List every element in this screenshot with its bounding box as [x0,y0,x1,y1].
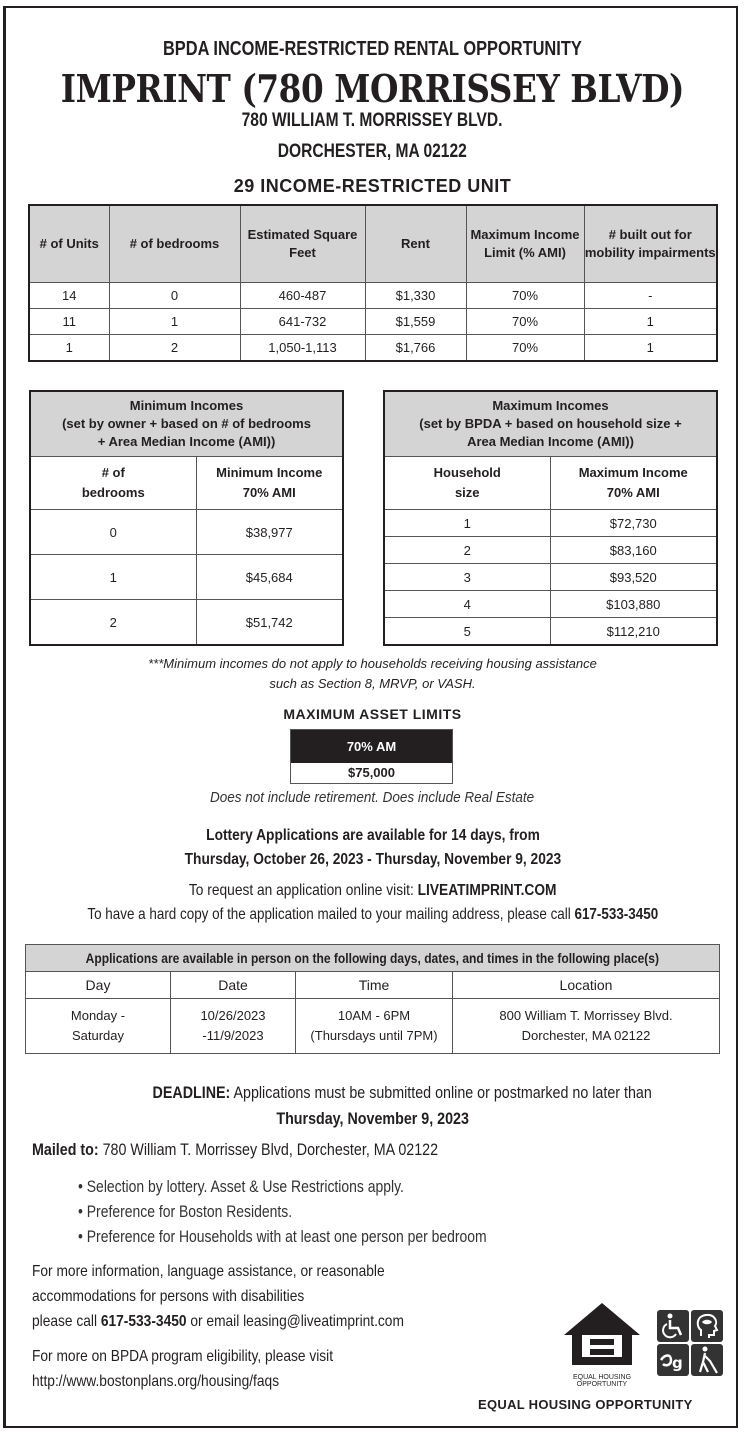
minimum-incomes-caption: Minimum Incomes (set by owner + based on # of bedrooms + Area Median Income (AMI)) [30,391,343,457]
unit-count-heading: 29 INCOME-RESTRICTED UNIT [233,176,512,196]
table-row: 11 1 641-732 $1,559 70% 1 [29,309,717,335]
mailing-address: Mailed to: 780 William T. Morrissey Blvd, Dorchester, MA 02122 [32,1140,439,1159]
deadline: DEADLINE: Applications must be submitted online or postmarked no later than Thursday, November 9, 2023 [152,1083,653,1128]
maximum-incomes-caption: Maximum Incomes (set by BPDA + based on household size + Area Median Income (AMI)) [384,391,717,457]
table-row: Monday - Saturday 10/26/2023 -11/9/2023 10AM - 6PM (Thursdays until 7PM) 800 William T. Morrissey Blvd. Dorchester, MA 02122 [26,999,720,1054]
bpda-info: For more on BPDA program eligibility, please visit http://www.bostonplans.org/housing/faqs [32,1344,382,1394]
lottery-dates: Lottery Applications are available for 14 days, from Thursday, October 26, 2023 - Thursday, November 9, 2023 [184,827,561,868]
table-row: 4 $103,880 [384,591,717,618]
equal-housing-caption: EQUAL HOUSING OPPORTUNITY [478,1397,693,1412]
table-row: 2 $83,160 [384,537,717,564]
accessibility-icons [657,1310,723,1376]
col-max-income: Maximum Income Limit (% AMI) [466,205,584,283]
asset-limits-heading: MAXIMUM ASSET LIMITS [283,706,462,722]
minimum-incomes-table [29,390,344,646]
col-sqft: Estimated Square Feet [240,205,365,283]
col-bedrooms: # of bedrooms [109,205,240,283]
list-item: • Preference for Households with at least one person per bedroom [78,1227,487,1246]
address-line-2: DORCHESTER, MA 02122 [277,141,468,162]
asset-limit-value: $75,000 [291,763,452,783]
head-profile-icon [691,1310,723,1342]
asset-limit-label: 70% AM [291,730,452,763]
contact-info: For more information, language assistance, or reasonable accommodations for persons with disabilities please call 617-533-3450 or email leasing@liveatimprint.com [32,1263,404,1330]
svg-text:g: g [672,1354,683,1372]
minimum-income-note: ***Minimum incomes do not apply to households receiving housing assistance such as Section 8, MRVP, or VASH. [148,656,597,691]
col-rent: Rent [365,205,466,283]
col-mobility: # built out for mobility impairments [584,205,717,283]
table-row: 1 $45,684 [30,555,343,600]
equal-housing-logo: EQUAL HOUSING OPPORTUNITY [562,1301,642,1389]
contact-email[interactable]: or email leasing@liveatimprint.com [186,1313,404,1330]
col-maximum-income: Maximum Income 70% AMI [550,457,717,510]
col-bedrooms: # of bedrooms [30,457,196,510]
units-table [28,204,718,362]
maximum-incomes-table [383,390,718,646]
phone-link[interactable]: 617-533-3450 [574,906,658,923]
col-location: Location [453,972,720,999]
table-row: 1 2 1,050-1,113 $1,766 70% 1 [29,335,717,362]
table-row: 2 $51,742 [30,600,343,646]
bullet-list [78,1174,576,1249]
in-person-applications-table [25,944,720,1054]
wheelchair-icon [657,1310,689,1342]
table-row: 1 $72,730 [384,510,717,537]
col-minimum-income: Minimum Income 70% AMI [196,457,343,510]
units-table-header [29,205,717,283]
asset-note: Does not include retirement. Does include Real Estate [210,789,535,806]
table-row: 3 $93,520 [384,564,717,591]
page-title: IMPRINT (780 MORRISSEY BLVD) [60,66,685,111]
house-icon [562,1301,642,1367]
website-link[interactable]: LIVEATIMPRINT.COM [417,882,557,899]
col-day: Day [26,972,171,999]
table-row: 5 $112,210 [384,618,717,646]
address-line-1: 780 WILLIAM T. MORRISSEY BLVD. [242,110,503,131]
col-time: Time [296,972,453,999]
col-units: # of Units [29,205,109,283]
table-row: 0 $38,977 [30,510,343,555]
col-date: Date [171,972,296,999]
contact-phone[interactable]: 617-533-3450 [100,1313,187,1330]
in-person-caption: Applications are available in person on the following days, dates, and times in the following place(s) [26,945,720,972]
asset-limit-box [290,729,453,784]
bpda-link[interactable]: http://www.bostonplans.org/housing/faqs [32,1373,280,1390]
table-row: 14 0 460-487 $1,330 70% - [29,283,717,309]
sign-language-icon [657,1344,689,1376]
list-item: • Preference for Boston Residents. [78,1202,293,1221]
online-application-info: To request an application online visit: LIVEATIMPRINT.COM To have a hard copy of the application mailed to your mailing address, please call 617-533-3450 [87,882,658,923]
blind-cane-icon [691,1344,723,1376]
col-household-size: Household size [384,457,550,510]
subtitle: BPDA INCOME-RESTRICTED RENTAL OPPORTUNITY [163,38,582,60]
list-item: • Selection by lottery. Asset & Use Restrictions apply. [78,1177,404,1196]
